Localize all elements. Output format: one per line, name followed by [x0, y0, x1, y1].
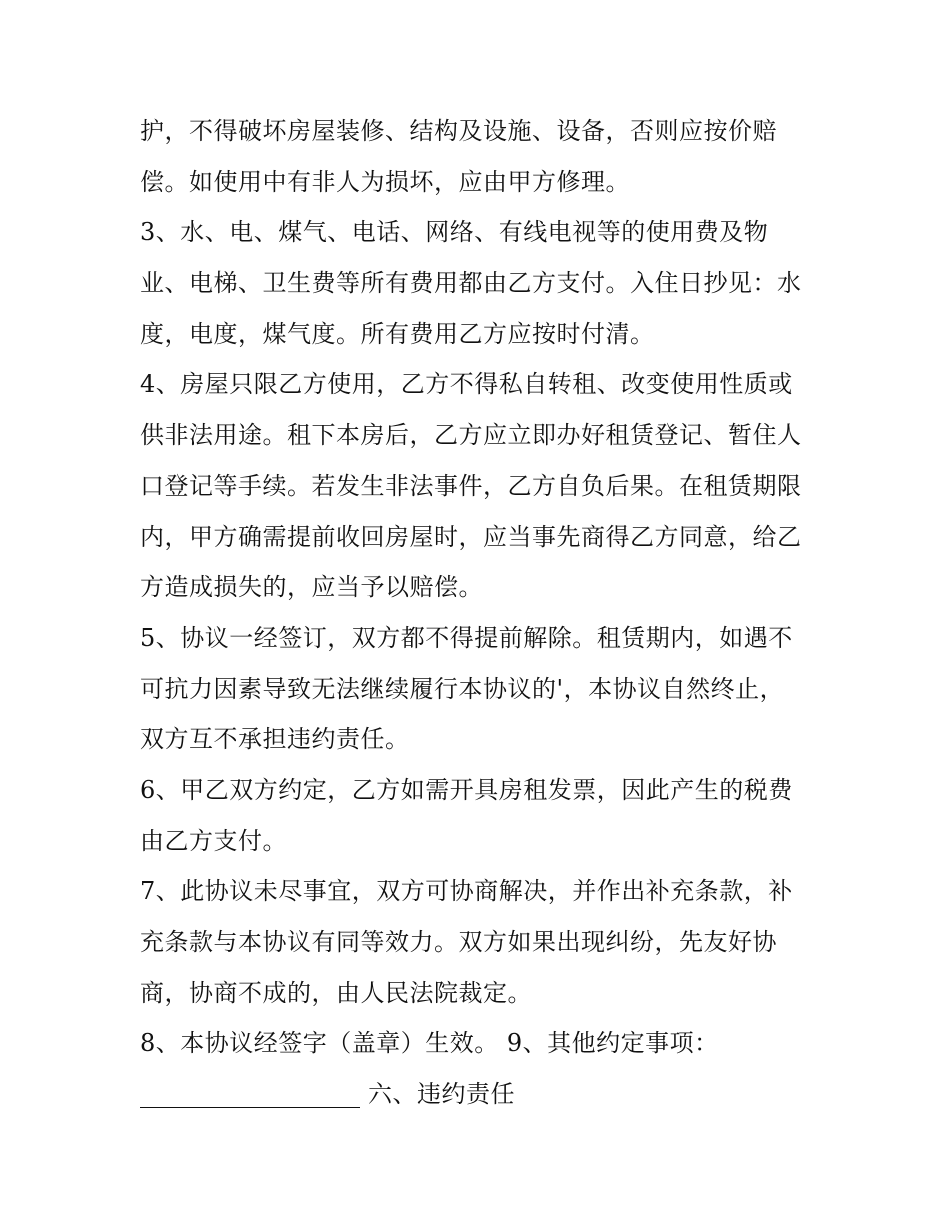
text-line: 护，不得破坏房屋装修、结构及设施、设备，否则应按价赔: [140, 117, 777, 145]
text-line: 口登记等手续。若发生非法事件，乙方自负后果。在租赁期限: [140, 471, 802, 500]
text-line: 可抗力因素导致无法继续履行本协议的'，本协议自然终止，: [140, 674, 785, 703]
clause-3-line: 3、水、电、煤气、电话、网络、有线电视等的使用费及物: [140, 218, 769, 247]
text-line: 由乙方支付。: [140, 826, 287, 855]
text-line: 充条款与本协议有同等效力。双方如果出现纠纷，先友好协: [140, 928, 777, 956]
clause-8-9-line: 8、本协议经签字（盖章）生效。 9、其他约定事项：: [140, 1029, 719, 1058]
text-line: 内，甲方确需提前收回房屋时，应当事先商得乙方同意，给乙: [140, 522, 802, 551]
clause-4-line: 4、房屋只限乙方使用，乙方不得私自转租、改变使用性质或: [140, 370, 793, 399]
clause-6-line: 6、甲乙双方约定，乙方如需开具房租发票，因此产生的税费: [140, 775, 793, 804]
text-line: 度，电度，煤气度。所有费用乙方应按时付清。: [140, 319, 655, 348]
final-line: [140, 1069, 820, 1120]
text-line: 业、电梯、卫生费等所有费用都由乙方支付。入住日抄见：水: [140, 269, 802, 298]
clause-5-line: 5、协议一经签订，双方都不得提前解除。租赁期内，如遇不: [140, 623, 793, 652]
contract-body: [140, 106, 820, 1120]
text-line: 供非法用途。租下本房后，乙方应立即办好租赁登记、暂住人: [140, 421, 802, 450]
text-line: 双方互不承担违约责任。: [140, 725, 410, 754]
blank-underline: [140, 1083, 360, 1108]
section-heading: 六、违约责任: [368, 1080, 515, 1109]
text-line: 方造成损失的，应当予以赔偿。: [140, 573, 483, 602]
clause-7-line: 7、此协议未尽事宜，双方可协商解决，并作出补充条款，补: [140, 877, 793, 906]
text-line: 偿。如使用中有非人为损坏，应由甲方修理。: [140, 167, 630, 196]
text-line: 商，协商不成的，由人民法院裁定。: [140, 978, 532, 1007]
